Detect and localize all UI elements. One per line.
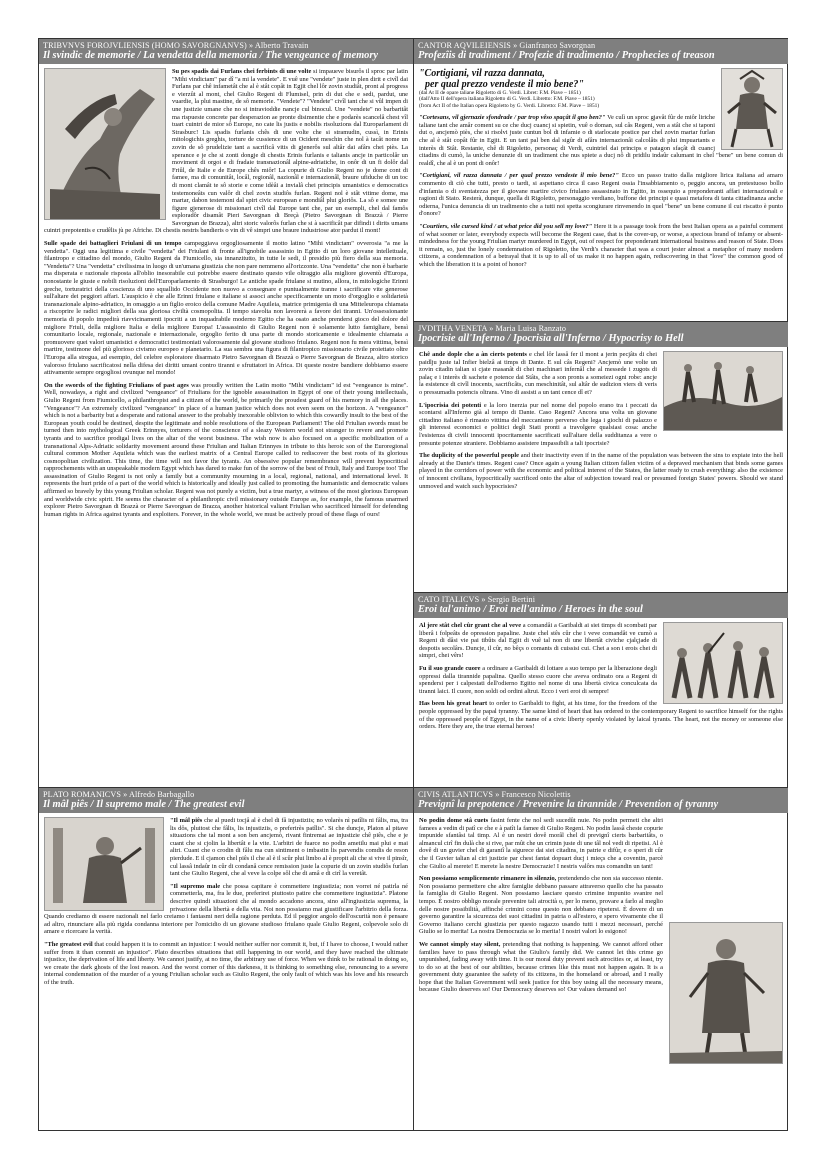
article-header (414, 39, 788, 64)
lead-friulian: Chê ande dople che a àn cierts potents (419, 351, 527, 358)
article-greatest-evil (39, 788, 413, 1130)
paragraph-english: to order to Garibaldi to fight, at his time, for the freedom of the people oppressed by the papal tyranny. The same kind of heart that has ordered to the contemporary Regeni to sacrifice himself for the rights of the oppressed people of Egypt, in the name of a civic liberty openly violated by laical tyrants. The heart, not the money or someone else orders. Here they are, the true eternal heroes! (419, 700, 783, 731)
article-body (414, 813, 788, 1002)
engraving-erinyes-figure-icon (44, 68, 166, 220)
opera-cite-italian: (dall'Atto II dell'opera italiana Rigoletto di G. Verdi. Libretto: F.M. Piave – 1851) (419, 96, 595, 103)
lead-friulian: "Cortesans, vil gjernazie sfondrade / par trop vêso spaçât il gno ben?" (419, 114, 606, 122)
paragraph-italian: Ecco un passo tratto dalla migliore lirica italiana ad amaro commento di ciò che tutti, presto o tardi, si aspettano circa il caso Regeni ossia l'insabbiamento o, peggio ancora, un pretestuoso bollo d'infamia o di sventatezza per il giovane martire civico friulano assassinato in Egitto, in ossequio a preponderanti affari internazionali e ragioni di Stato. Resterà, dunque, quella di Rigoletto, personaggio verdiano, buffone dei principi e quasi metafora di tanta cittadinanza anche odierna, l'unica denuncia di un tradimento che a tutti noi spetta scongiurare rinvenendo in quel "bene" un bene comune il cui riscatto è punto d'onore? (419, 172, 783, 218)
article-header (414, 322, 788, 347)
engraving-garibaldi-scene-icon (663, 622, 783, 704)
lead-italian: Non possiamo semplicemente rimanere in silenzio, (419, 875, 557, 883)
lead-italian: "Cortigiani, vil razza dannata / per qual prezzo vendeste il mio bene?" (419, 172, 619, 180)
lead-friulian: "Il mâl piês (170, 817, 203, 824)
lead-english: We cannot simply stay silent, (419, 940, 501, 948)
article-heroes (414, 593, 788, 787)
opera-quote-line1: "Cortigiani, vil razza dannata, (419, 68, 545, 79)
article-title: Il mâl piês / Il supremo male / The greatest evil (43, 799, 245, 810)
paragraph-friulian: a comandâi a Garibaldi ai siei timps di scombati par liberâ i folpeâts de opression papaline. Juste chel stês cûr che i veve comandât ve cumò a Regeni di dâsi vie pai tibûts dal Egjit di vuê tal non di une libertât civiche cjalçjade di despotis secolârs. Duncje, il cûr, no bêçs o comants di cuissisi cui. Chei a son i erois chei di simpri, chei vêrs! (419, 622, 657, 660)
article-author: CIVIS ATLANTICVS » Francesco Nicolettis (418, 790, 571, 799)
paragraph-english: Here it is a passage took from the best Italian opera as a painful comment of what sooner or later, everybody expects will become the Regeni case, that is the cover-up, or worse, a specious brand of infamy or absent-mindedness for the young Friulian martyr murdered in Egypt, out of respect for preponderant international business and reason of State. Does it remain, so, just the lonely condemnation of Rigoletto, the Verdi's character that was a court jester almost a metaphor of many modern citizens, a condemnation of a betrayal that it is up to all of us make it no happen again, rediscovering in that "love" the common good of which the liberation it is a point of honor? (419, 222, 783, 268)
paragraph-italian: pretendendo che non sia successo niente. Non possiamo permettere che altre famiglie debbano passare attraverso quello che ha passato la famiglia di Giulio Regeni. Non possiamo lasciare questo crimine impunito svanire nel tempo. È nostro obbligo morale prevenire tali atrocità o, per lo meno, provare a farlo al meglio delle nostre possibilità, affinché crimini come questo non debbano ripetersi. È dovere di un governo garantire la sicurezza dei suoi cittadini in patria o all'estero, e spero vivamente che il Governo italiano cerchi giustizia per questo ragazzo usando tutti i mezzi necessari, perché Giulio se lo merita! La nostra Democrazia se lo merita! I nostri valori lo esigono! (419, 875, 663, 936)
article-title: Eroi tal'animo / Eroi nell'animo / Heroes in the soul (418, 604, 643, 615)
paragraph-english: pretending that nothing is happening. We cannot afford other families have to pass through what the Giulio's family did. We cannot let this crime go unpunished, fading away with time. It is our moral duty prevent such atrocities or, at least, try to do so at the best of our abilities, because crimes like this must not happen again. It is a government duty guarantee the safety of its citizens, in the homeland or abroad, and I really hope that the Italian Government will seek justice for this boy using all the necessary means, because Giulio deserves so! Our Democracy deserves so! Our values demand so! (419, 940, 664, 994)
lead-italian: Fu il suo grande cuore (419, 664, 481, 672)
paragraph-italian: a ordinare a Garibaldi di lottare a suo tempo per la liberazione degli oppressi dalla tirannide papalina. Quello stesso cuore che aveva ordinato ora a Regeni di spendersi per i calpestati dell'odierno Egitto nel nome di una libertà civica conculcata da tiranni laici. Il cuore, non soldi od ordini altrui. Ecco i veri eroi di sempre! (419, 664, 657, 695)
article-header (414, 788, 788, 813)
engraving-rigoletto-jester-icon (721, 68, 783, 150)
lead-friulian: Su pes spadis dai Furlans chei ferbints di une volte (172, 68, 312, 75)
article-author: JVDITHA VENETA » Maria Luisa Ranzato (418, 324, 567, 333)
opera-cite-english: (from Act II of the Italian opera Rigoletto by G. Verdi. Libretto: F.M. Piave – 1851) (419, 102, 600, 109)
paragraph-italian: che possa capitare è commettere ingiustizia; non vorrei né patirla né commetterla, ma, fra le due, preferirei piuttosto patire che commettere ingiustizia". Platone descrive quindi situazioni che al mondo accadono ancora, sino all'ingiustizia suprema, la privazione della libertà e della vita. Noi non possiamo mai giustificare l'arbitrio della forza. Quando crediamo di essere razionali nel farlo creiamo i fantasmi neri della ragione perduta. Ed il peggior angolo dell'oscurità non è pensare ad altro, rinunciare alla più rigida condanna interiore per l'omicidio di un giovane studioso friulano quale Giulio Regeni, colpevole solo di amare e ricercare la verità. (44, 882, 408, 936)
paragraph-italian: e la loro inerzia pur nel nome del popolo erano tra i peccati da scontarsi all'Inferno già al tempo di Dante. Caso Regeni? Ancora una volta un giovane cittadino italiano è rimasto vittima del meccanismo perverso che lega i giochi di palazzo e gli interessi economici e politici degli Stati pronti a travolgere qualsiasi cosa: anche l'esistenza di civili innocenti ipocritamente sacrificati sull'altare della sudditanza a vere o presunte potenze straniere. Dobbiamo assistere impassibili a tali ipocrisie? (419, 401, 657, 447)
lead-friulian: Al jere stât chel cûr grant che al veve (419, 622, 522, 629)
lead-italian: Sulle spade dei battaglieri Friulani di un tempo (44, 240, 182, 248)
article-title: Prevignî la prepotence / Prevenire la tirannide / Prevention of tyranny (418, 799, 719, 810)
paragraph-italian: campeggiava orgogliosamente il motto latino "Mihi vindictam" ovverosia "a me la vendetta". Oggi una legittima e civile "vendetta" dei Friulani di fronte all'ignobile assassinio in Egitto di un loro giovane intellettuale, filantropo e cittadino del mondo, Giulio Regeni da Fiumicello, sia innanzitutto, in tutte le sedi, il presidio più fiero della sua memoria. "Vendetta"? Una "vendetta" civilissima in luogo di un'umana giustizia che non pare nemmeno all'orizzonte. Una "vendetta" che non è barbarie ma disperata e razionale risposta all'oblio inesorabile cui potrebbe essere destinato questo vile oltraggio alla migliore gioventù d'Europa, nonostante le giuste e nobili risoluzioni dell'Europarlamento di Strasburgo! Le antiche spade friulane si mutino, allora, in mitologiche Erinni greche, torturatrici della coscienza di uno squallido Occidente non nuovo a consegnare e puntualmente tranne i sacrificare vite generose sull'altare dei peggiori affari. L'auspicio è che alle Erinni friulane e italiane si associ anche specificamente un moto d'orgoglio e solidarietà transnazionale alpino-adriatico, in omaggio a un figlio eroico della comune Madre Aquileia, matrice primigenia di una Mitteleuropa chiamata a riscoprire le radici migliori della sua gloriosa civiltà cosmopolita. Il tempo stavolta non lavorerà a favore dei tiranni. Un'ossessionante memoria di popolo impedirà riavvicinamenti ipocriti a un inquadrabile moderno Egitto che ha osato anche prendersi gioco del dolore del migliore Friuli, della migliore Italia e della migliore Europa! L'assassinio di Giulio Regeni non è solamente lutto famigliare, bensì comunitario locale, regionale, nazionale e internazionale, orgoglio ferito di una parte di mondo storicamente e idealmente chiamata a promuovere quei valori umanistici e democratici testimoniati valorosamente dal giovane studioso friulano. Regeni non fu mera vittima, bensì martire, testimone del più glorioso civismo europeo e planetario. La sua sembra una figura di filantropico missionario civile proiettato oltre l'Europa alla stregua, ad esempio, del celebre esploratore disarmato Pietro Savorgnan di Brazzà o Pierre Savorgnan de Brazza, altro storico valoroso friulano sacrificatosi nella difesa dei diritti umani contro tiranni e sfruttatori in Africa. Di queste nostre bandiere dobbiamo essere attivamente sempre orgogliosi ovunque nel mondo! (44, 240, 408, 377)
engraving-dante-hell-icon (663, 351, 783, 431)
engraving-figure-standing-icon (669, 922, 783, 1064)
article-header (39, 788, 413, 813)
article-title: Profezîis di tradiment / Profezie di tradimento / Prophecies of treason (418, 50, 715, 61)
article-header (39, 39, 413, 64)
lead-english: On the swords of the fighting Friulians of past ages (44, 381, 189, 389)
article-tyranny (414, 788, 788, 1130)
paragraph-friulian: che al puedi tocjâ al è chel di fâ injustiziis; no volarès nì patîlis ni fâlis, ma, tra lis dôs, pluitost che fâlis, lis injustiziis, o preferirès patîlis". Si che duncje, Platon al pitave situazions che tal mont a son ben ancjemò, rivant fintremai ae injustizie chê piês, che e je cuant che si cjolin la libertât e la vite. L'arbitri de fuarce no podin ametilu mai plui e mai altri. Cuant che o crodin di fâlu ma cun sintiment o imbastin lis parvendis comdis de reson pierdude. E il cjamon chel piês il che al è il scûr plui limbo al è propit ali che si vive il pinsîr, cul lassâ indaûr in cûr di condanâ cence remission juste la copurie di un zovin studiôs furlan tant che Giulio Regeni, che al veve la colpe sôl che di amâ e di cirî la veretât. (170, 817, 408, 878)
lead-english: Has been his great heart (419, 700, 488, 708)
opera-cite-friulian: (dal At II de opare taliane Rigoletto di G. Verdi. Libret: F.M. Piave – 1851) (419, 90, 581, 96)
paragraph-friulian: si impaueve bisurôs il sproc par latin "Mihi vindictam" par dî "a mi la vendete". E vuê une "vendete" juste in plen dirit e civîl dai Furlans par chê infametât che al è stât copât in Egjit chel lôr zovin studiât, pront al progress e vierzût al mont, chel Giulio Regeni di Flumisel, prin di dut che e sedi, pardut, une vuardie, la plui mastine, de sô memorie. "Vendete"? "Vendete" civîl tant che si vûl impen di une justizie umane che no si intravioddie nancje cul binocul. Une "vendete" no barbaritât ma rispueste concrete par desperazion ae pronte disimentie che e podarès scancelâ chest vîl tuart cuintri de mior sô Europe, no cate lis justis e nobilis risoluzions dal Europarlament di Strasburc! Lis spadis furlanis chês di une volte che si stramudin, cussì, in Erinis mitologichis greghis, torture de cussience di un Ocident meschin che nol à tacât nome un zovin de sô prudelizie tant a sacrificâ vitis di gjenerôs sul altâr dai afârs chei piès. La sperance e je che si zonti dongje di chestis Erinis furlanis e talianis ancje in particolâr un moviment di orgoi e di fradaie transnazionâl alpine-adriatiche, in onôr di un fi dolôr dal Friûl, de Italie e de Europe chês miôr! La copurie di Giulio Regeni no je dome cont di famee, ma di comunitât, locâl, regionâl, nazionâl e internazionâl, braure ufiduche di un toc di mont clamât te sô storie e come idèâi a invialâ chei principis umanistics e democratics testemoneâts cun valôr di chel zovin studiôs furlan. Regeni nol è stât vitime dome, ma martar, dabon testemoni dal spirt civic european e mondiâl plui gloriôs. La sô e somee une figure gjenerose di missionari civîl dal Europe tant che, par un esempli, chel dal famôs esploradôr disamât Pieri Savorgnan di Breçà (Pietro Savorgnan di Brazzà / Pierre Savorgnan de Brazza), altri storic valorôs furlan che si à sacrificât par difindi i dirits umans cuintri prepotentis e crudêlis jù pe Afriche. Di chestis nestris bandieris o vin di vê simpri une braure industriose ator pardut il mont! (44, 68, 408, 235)
article-body (414, 347, 788, 498)
lead-italian: "Il supremo male (170, 882, 221, 890)
paragraph-friulian: fasint fente che nol sedi sucedût nuie. No podin permeti che altri famees a vedin di patî ce che e à patît la famee di Giulio Regeni. No podin lassâ cheste copurie impunide sfantâsi tal timp. Al è un nestri dovê morâl chel di prevignî cierts barbaritâts, o almancul cirî fin dulà che si rive, par mût che un crimin juste di une tâl nol vedi di ripetisi. Al è dovê di un guvier chel di garantî la sigurece dai siei citadins, in patrie e difûr, e o speri di cûr che il Guvier talian al ciri justizie par chest fantat dopuart ducj i mieçs che a coventin, parcè che Giulio al merete! E merete la nestre Democrazie! I nestris valôrs nus comandin un tant! (419, 817, 663, 870)
article-author: CATO ITALICVS » Sergio Bertini (418, 595, 536, 604)
paragraph-english: that could happen it is to commit an injustice: I would neither suffer nor commit it, but, if I have to choose, I would rather suffer from it than commit an injustice". Plato describes situations that still happening in our world, and they have reached the ultimate injustice, the deprivation of life and liberty. We cannot justify, at no time, the arbitrary use of force. When we think to be rational in doing so, we create the dark ghosts of the lost reason. And the worst corner of this darkness, it is thinking to something else, renouncing to a severe internal condemnation of the murder of a young Friulian scholar such as Giulio Regeni, the only fault of which was his love and his research of the truth. (44, 940, 408, 986)
article-body (414, 618, 788, 739)
paragraph-friulian: Ve culì un sproc gjavât fûr de miôr liriche taliane tant che amâr coment su ce che ducj cuancj si spietin, vuê o doman, sul câs Regeni, ven a stâi che si taponi dut o, ancjemò piès, che si risolvi juste cuntun bol di infamie o di starlocate postice par chel zovin martar furlan che al è stât copât fûr in Egjit. E un tant pal ben dal sigûr di afârs internazionâi calcolâts di plui impuartants e interès di Stât. Restanie, chê di Rigoletto, personaç di Verdi, cuintriel dai princips e patagon sfaçât di cuancj citadins di cumò, la uniche denunzie di un tradiment che nus spiete a ducj nô di pridilu indaûr calumant in chel "bene" un bene comun di realdî, che al è un pont di onôr! (419, 114, 783, 167)
paragraph-english: was proudly written the Latin motto "Mihi vindictam" id est "vengeance is mine". Well, nowadays, a right and civilized "vengeance" of Friulians for the ignoble assassination in Egypt of one of their young intellectuals, Giulio Regeni from Fiumicello, a philanthropist and a citizen of the world, be primarily the proudest guard of his memory in all the places. "Vengeance"? An extremely civilized "vengeance" in place of a human justice which does not even seem on the horizon. A "vengeance" which is not a barbarity but a desperate and rational answer to the probably inexorable oblivion to which this cowardly insult to the best of the European youth could be destined, despite the legitimate and noble resolutions of the European Parliament! The old Friulian swords must be turned then into mythological Greek Erinnyes, torturers of the conscience of a sleazy Western world not stranger to revere and promote tyrants and to sacrifice prodigal lives on the altar of the worst business. The wish now is also focused on a specific mobilization of a transnational Alps-Adriatic solidarity movement around these Friulian and Italian Erinnyes in tribute to this heroic son of the Euroregional cultural common Mother Aquileia which was the earliest matrix of a Central Europe called to rediscover the best roots of its glorious cosmopolitan civilization. This time, the time will not favor the tyrants. An obsessive popular remembrance will prevent hypocritical rapprochements with an unspeakable modern Egypt which has dared to make fun of the sorrow of the best of Friuli, Italy and Europe too! The assassination of Giulio Regeni is not only a family but a community mourning in a local, regional, national, and international level. It represents the hurt pride of a part of the world which is historically and ideally just called to promoting the humanistic and democratic values affirmed so bravely by this young Friulian scholar. Regeni was not purely a victim, but a true martyr, a witness of the most glorious European and worldwide civic spirit. He seems the character of a philanthropic civil missionary outside Europe as, for example, the famous unarmed explorer Pietro Savorgnan di Brazzà or Pierre Savorgnan de Brazza, another historical valiant Friulian who sacrificed himself for defending human rights in Africa against tyrants and exploiters. Forever, in the whole world, we must be actively proud of these flags of ours! (44, 381, 408, 518)
article-author: CANTOR AQVILEIENSIS » Gianfranco Savorgnan (418, 41, 596, 50)
lead-friulian: No podin dome stâ cuets (419, 817, 489, 824)
article-memory (39, 39, 413, 787)
paragraph-english: and their inactivity even if in the name of the population was between the sins to expiate into the hell already at the Dante's times. Regeni case? Once again a young Italian citizen fallen victim of a depraved mechanism that binds some games played in the corridors of power with the economic and political interest of the States, the latter ready to crush everything: also the existence of innocent civilians, hypocritically sacrificed onto the altar of subjection toward real or presumed foreign States' powers. Should we stand unmoved and watch such hypocrisies? (419, 452, 783, 490)
article-header (414, 593, 788, 618)
article-body (39, 64, 413, 526)
lead-english: The duplicity of the powerful people (419, 452, 519, 460)
article-author: TRIBVNVS FOROJVLIENSIS (HOMO SAVORGNANVS) » Alberto Travain (43, 41, 309, 50)
engraving-plato-figure-icon (44, 817, 164, 911)
newspaper-page (38, 38, 788, 1131)
article-title: Ipocrisie all'Inferno / Ipocrisia all'Inferno / Hypocrisy to Hell (418, 333, 684, 344)
article-hypocrisy (414, 322, 788, 592)
lead-english: "Courtiers, vile cursed kind / at what price did you sell my love?" (419, 222, 593, 230)
paragraph-friulian: e chel lôr lassâ fer il mont a jerin pecjâts di chei paidlju juste tal Infier bielzâ ai timps di Dante. E sul câs Regeni? Ancjemò une volte un zovin citadin talian si cjate masanât di chei machinari infernâl che al messede i zugots di palaç e i interès di sachete e potence dai Stâts, che a son pronts a someiezi ogni robe: ancje la esistence di civîl inocents, sacrificâts, cun meschinitât, sul altâr de sudizion viers di veris o pressumadis potencis oltrans. Vino di assisti a un tant cence dî et? (419, 351, 658, 396)
opera-quote-line2: per qual prezzo vendeste il mio bene?" (425, 79, 584, 90)
article-body (414, 64, 788, 277)
lead-italian: L'ipocrisia dei potenti (419, 401, 482, 409)
article-title: Il svindic de memorie / La vendetta della memoria / The vengeance of memory (43, 50, 379, 61)
article-author: PLATO ROMANICVS » Alfredo Barbagallo (43, 790, 195, 799)
lead-english: "The greatest evil (44, 940, 93, 948)
article-body (39, 813, 413, 994)
article-treason (414, 39, 788, 321)
